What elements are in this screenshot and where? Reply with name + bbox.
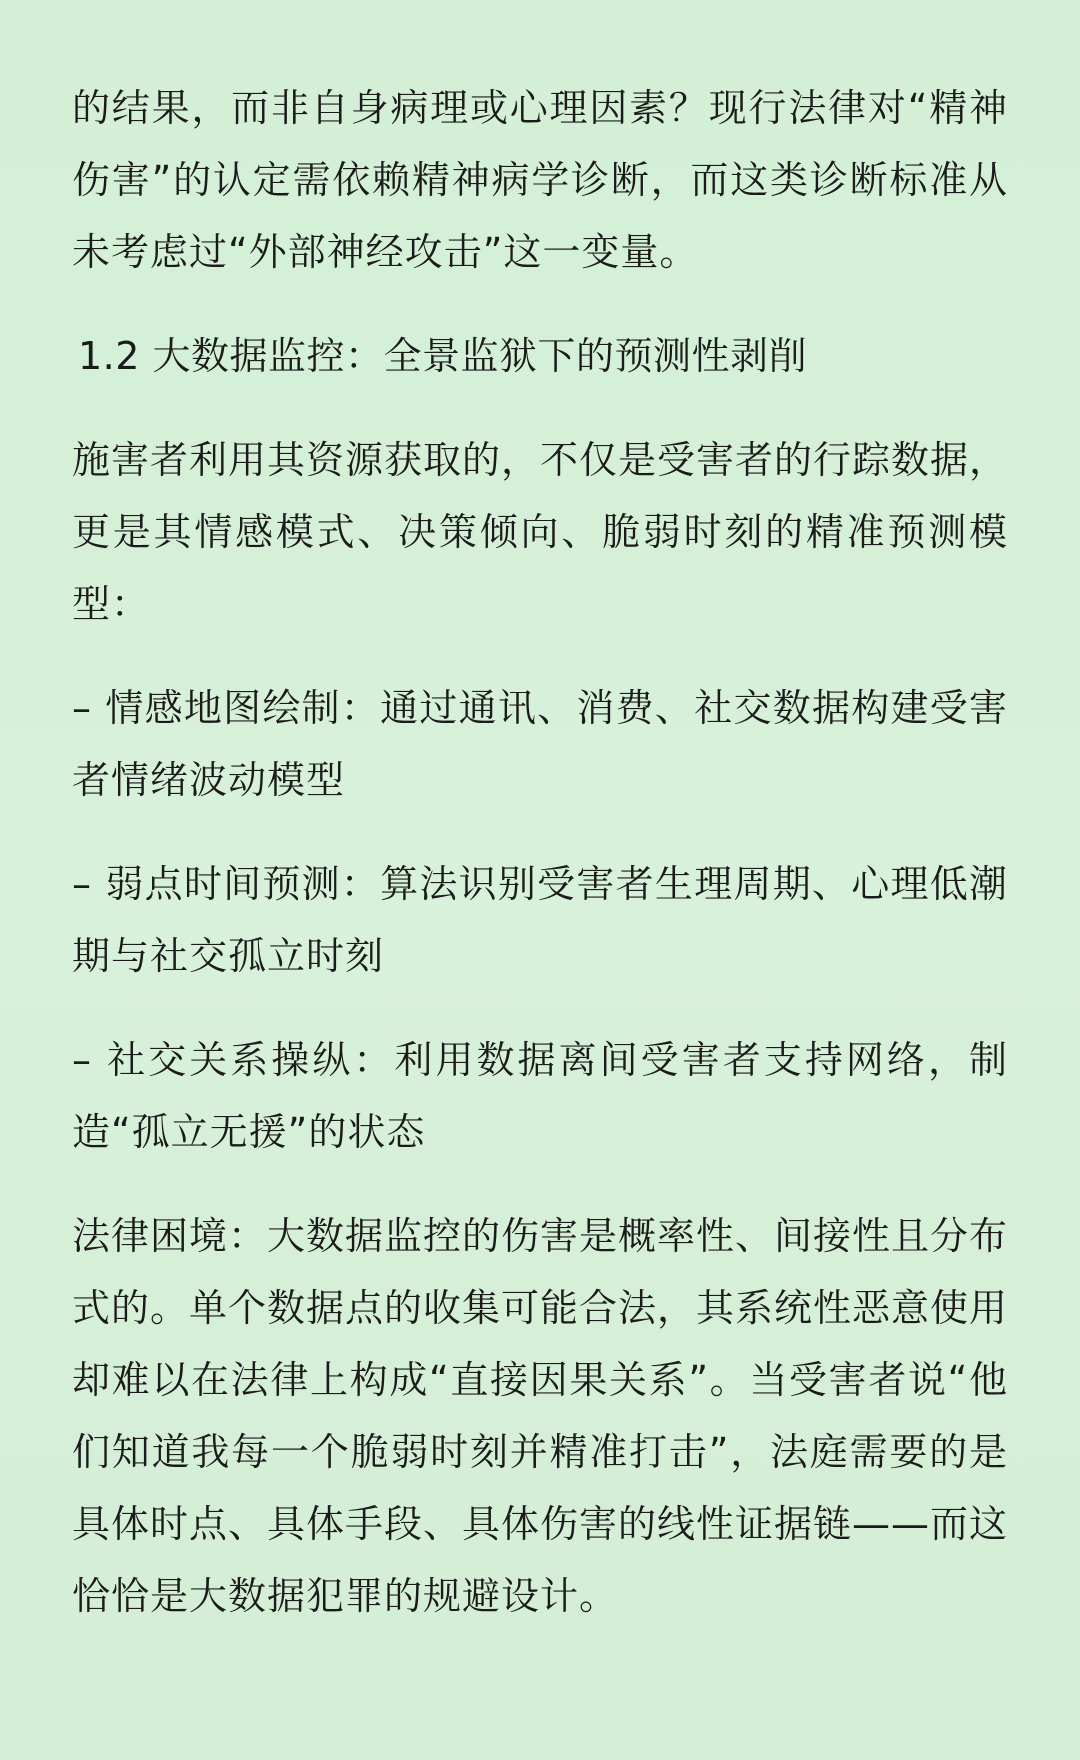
section-heading: 1.2 大数据监控：全景监狱下的预测性剥削: [78, 334, 808, 378]
bullet-item: – 弱点时间预测：算法识别受害者生理周期、心理低潮期与社交孤立时刻: [72, 862, 1008, 978]
paragraph-legal: 法律困境：大数据监控的伤害是概率性、间接性且分布式的。单个数据点的收集可能合法，其系统性恶意使用却难以在法律上构成“直接因果关系”。当受害者说“他们知道我每一个脆弱时刻并精准打击”，法庭需要的是具体时点、具体手段、具体伤害的线性证据链——而这恰恰是大数据犯罪的规避设计。: [72, 1214, 1009, 1618]
paragraph-lead: 施害者利用其资源获取的，不仅是受害者的行踪数据，更是其情感模式、决策倾向、脆弱时刻的精准预测模型：: [72, 438, 1009, 626]
bullet-item: – 情感地图绘制：通过通讯、消费、社交数据构建受害者情绪波动模型: [72, 686, 1008, 802]
paragraph-intro: 的结果，而非自身病理或心理因素？现行法律对“精神伤害”的认定需依赖精神病学诊断，而这类诊断标准从未考虑过“外部神经攻击”这一变量。: [72, 86, 1008, 274]
article-body: [72, 72, 1008, 1664]
bullet-item: – 社交关系操纵：利用数据离间受害者支持网络，制造“孤立无援”的状态: [72, 1038, 1008, 1154]
